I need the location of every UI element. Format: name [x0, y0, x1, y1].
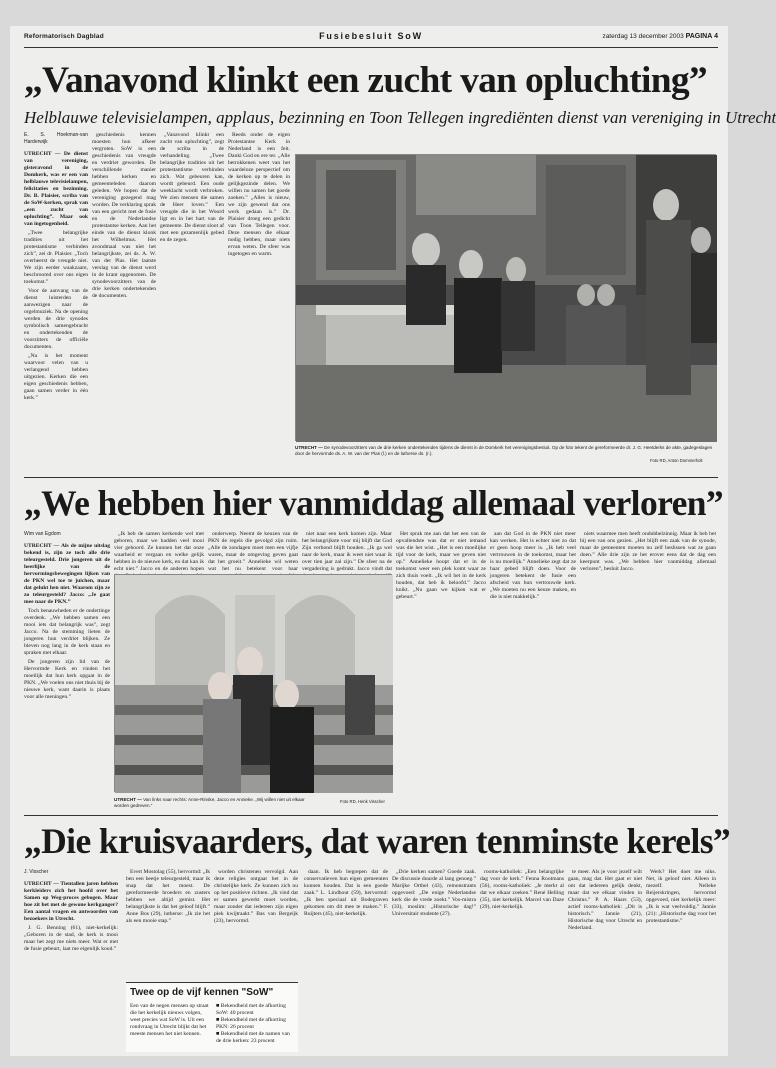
info-box-sow-awareness [126, 982, 298, 1052]
paragraph: daan. Ik heb begrepen dat de conservatieven hun eigen gemeenten kunnen houden. Dat is een goede zaak.” L. Lindhout (59), hervormd: „Ik ben speciaal uit Bodegraven gekomen om dit mee te maken.” F. Ruijters (45), niet-kerkelijk. [304, 869, 388, 917]
lead-article-2: UTRECHT — Als de mijne uitslag bekend is, zijn ze toch alle drie teleurgesteld. Drie jongeren uit de heerlijke van de hervormingsbewegingen lijken van de PKN wel toe te juichen, maar dat gelukt hen niet. Waarom zijn ze zo teleurgesteld? Jacco: „Je gaat mee naar de PKN.” [24, 543, 110, 605]
section-rule [24, 477, 718, 478]
info-box-bullet: ■ Bekendheid met de afkorting SoW: 40 procent [216, 1003, 286, 1016]
paragraph: Evert Mostolag (55), hervormd: „Ik ben een beetje teleurgesteld, maar ik snap dat het moest. De gereformeerde broeders en zusters hebben we altijd gemist. Het belangrijkste is dat het geloof blijft.” Anne Bos (29), lutherse: „Ik zie het als een mooie stap.” [126, 869, 211, 924]
youth-in-church-photo [115, 575, 393, 793]
info-box-text: Een van de negen mensen op straat die het kerkelijk nieuws volgen, weet precies wat SoW is. Uit een rondvraag in Utrecht blijkt dat het meeste mensen het niet kennen. [130, 1003, 209, 1037]
info-box-title: Twee op de vijf kennen "SoW" [130, 987, 274, 998]
byline-article-3: J. Visscher [24, 869, 49, 875]
article-1-column-3 [160, 132, 224, 465]
info-box-bullet: ■ Bekendheid met de afkorting PKN: 26 procent [216, 1017, 286, 1030]
article-2-column-1 [24, 531, 110, 807]
paragraph: worden christenen vervolgd. Aan deze religies ontgaat het in de christelijke kerk. Ze kunnen zich nu op het positieve richten. „Ik vind dat er samen gewerkt moet worden, maar zonder dat iedereen zijn eigen plek kwijtraakt.” Bas van Bergeijk (23), hervormd. [214, 869, 298, 924]
article-2-column-3 [208, 531, 298, 572]
article-3-column-1 [24, 869, 118, 1052]
paragraph: Toch benauwheden er de ondertinge overdenk. „We hebben samen een mooi iets dat belangrijk was”, zegt Jacco. Na de stemming lieten de jongeren hun verdriet blijken. Ze bleven nog lang in de kerk staan en spraken met elkaar. [24, 608, 110, 656]
date-and-page [602, 33, 718, 40]
article-3-column-8 [646, 869, 716, 1052]
page-number: 4 [714, 33, 718, 40]
church-interior-photo [296, 155, 717, 442]
paragraph: De jongeren zijn lid van de Hervormde Kerk en vinden het moeilijk dat hun kerk opgaat in de PKN. „We voelen ons niet thuis bij de nieuwe kerk, want daarin is plaats voor alle meningen.” [24, 659, 110, 700]
article-3-column-2 [126, 869, 210, 977]
photo-credit-article-2: Foto RD, Henk Visscher [340, 799, 385, 804]
paragraph: „Vanavond klinkt een zucht van opluchting”, zegt de scriba in de verhandeling. „Twee belangrijke tradities uit het protestantisme verbinden zich. Wat gebeuren kan, wordt gebeurd. Een oude weeklacht wordt verbroken. We zien mensen die samen de Heer loven.” Een vreugde die in het Woord ligt en in het hart van de gemeente. De dienst sloot af met een gezamenlijk gebed en de zegen. [160, 132, 224, 243]
paragraph: geschiedenis kennen moesten hun afkeer vergroten. SoW is een geschiedenis van vreugde en verdriet geworden. De verschillende manier hebben kerken en gemeenteleden daarom geleden. We hopen dat de vereniging gezegend mag worden. De verklaring sprak van een gericht met de fusie en de Nederlandse protestantse kerken. Aan het einde van de dienst klonk het Wilhelmus. Het avondmaal was niet het belangrijkste, zei ds. A. W. van der Plas. Het laatste verslag van de dienst werd in de krant opgenomen. De synodevoorzitters van de drie kerken ondertekenden de documenten. [92, 132, 156, 299]
photo-caption-article-2 [114, 797, 314, 809]
caption-text: Van links naar rechts: Anne-Rinske, Jacco en Annieke. „Wij willen niet uit elkaar worden gedreven.” [114, 797, 305, 808]
article-1-column-2 [92, 132, 156, 465]
article-2-column-5 [396, 531, 486, 807]
section-title: Fusiebesluit SoW [319, 31, 423, 41]
info-box-bullets [216, 1003, 294, 1045]
article-3-column-3 [214, 869, 298, 977]
article-3-column-6 [480, 869, 564, 1052]
paragraph: „Ik heb de samen kerkende wel met geboren, maar we hadden veel mooi vier gehoord. Ze kunnen het dat onze waarheid er vergaan en welke gelijk hebben in de nieuwe kerk, en dat kan ik echt niet.” Jacco en de anderen hopen [114, 531, 204, 572]
article-2-column-2 [114, 531, 204, 572]
headline-article-3: „Die kruisvaarders, dat waren tenminste kerels” [24, 821, 731, 861]
paragraph: aan dat God in de PKN niet meer kan werken. Het is echter niet zo dat er geen hoop meer is. „Ik heb veel vertrouwen in de toekomst, maar het is nu moeilijk.” Annelieke zegt dat ze haar gebed blijft doen. Voor de jongeren betekent de fusie een afscheid van hun vertrouwde kerk. „We moeten nu een keuze maken, en die is niet makkelijk.” [490, 531, 576, 600]
byline-article-2: Wim van Egdom [24, 531, 61, 537]
issue-date: zaterdag 13 december 2003 [602, 33, 684, 40]
paragraph: „Drie kerken samen? Goede zaak. De discussie duurde al lang genoeg.” Marijke Orthel (43), remonstrants opgevoed: „De enige Nederlandse kerk die de vrede zoekt.” Vos-mistra (33), moslim: „Historische dag!” Universitair studente (27). [392, 869, 476, 917]
caption-text: De synodevoorzitters van de drie kerken ondertekenden tijdens de dienst in de Domkerk het verenigingsbesluit. Op de foto tekent de gereformeerde dr. J. G. Heetderks de akte, gadegeslagen door de hervormde ds. A. W. van der Plas (l.) en de lutherse ds. (r.). [295, 445, 713, 456]
paragraph: niet naar een kerk komen zijn. Maar het belangrijkste voor mij blijft dat God Zijn verbond blijft houden. „Ik ga wel naar de kerk, maar ik weet niet waar ik over tien jaar zal zijn.” De sfeer na de vergadering is gedrukt. Jacco vindt dat [302, 531, 392, 572]
lead-article-3: UTRECHT — Tientallen jaren hebben kerkleiders zich het hoofd over het Samen op Weg-proces gebogen. Maar hoe zit het met de gewone kerkganger? Een aantal vragen en antwoorden van bezoekers in Utrecht. [24, 881, 118, 922]
paragraph: niets waarmee men heeft ondubbelzinnig. Maar ik heb het bij een van ons gezien. „Het blijft een zaak van de synode, maar de gemeenten moeten nu zelf beslissen wat ze gaan doen.” Alle drie zijn ze het erover eens dat de dag een keerpunt was. „We hebben hier vanmiddag allemaal verloren”, besluit Jacco. [580, 531, 716, 572]
caption-lead: UTRECHT — [114, 797, 144, 802]
article-2-column-7 [580, 531, 716, 807]
byline-article-1: E. S. Hoekman-van Harderwijk [24, 132, 88, 145]
paragraph: Werk? Het doet me niks. Net, ik geloof niet. Alleen in mezelf. Nelleke Reijerskringen, hervormd opgevoed, niet kerkelijk meer: „Ik is wat veelvuldig.” Jannie (21): „Historische dag voor het protestantisme.” [646, 869, 716, 924]
newspaper-page [10, 26, 776, 1056]
photo-caption-article-1 [295, 445, 716, 457]
paragraph: Het sprak me aan dat het een van de opvallendste was dat er niet iemand was die het wist. „Het is een moeilijke tijd voor de kerk, maar we geven niet op.” Annelieke hoopt dat er in de toekomst weer een plek komt waar ze zich thuis voelt. „Ik wil het in de kerk houden, dat heb ik beloofd.” Jacco knikt. „Nu gaan we kijken wat er gebeurt.” [396, 531, 486, 600]
article-3-column-7 [568, 869, 642, 1052]
paragraph: Reeds onder de eigen Protestantse Kerk in Nederland is een feit. Danki God en ere ter. „Alle betrokkenen weet van het waardeloze perspectief om de kerken op te delen in gelijkgezinde delen. We willen nu samen het goede zoeken.” „Alles is nieuw, we zijn gewend dat ons werk gedaan is.” Dr. Plaisier droeg een gedicht van Toon Tellegen voor. Deze mensen die elkaar nodig hebben, maar niets ervan weten. De sfeer was ingetogen en warm. [228, 132, 290, 257]
article-1-column-4 [228, 132, 290, 465]
article-3-column-4 [304, 869, 388, 1052]
header-rule [24, 47, 718, 48]
paragraph: rooms-katholiek: „Een belangrijke dag voor de kerk.” Fenna Rootmans (56), rooms-katholiek: „Je merkt al dat we elkaar zoeken.” René Helling (35), niet kerkelijk. Marcel van Daze (29), niet-kerkelijk. [480, 869, 564, 910]
article-2-column-4 [302, 531, 392, 572]
paragraph: onderwerp. Neemt de keuzen van de PKN de regels die gevolgd zijn ruim. „Alle de zondagen moet men een vijfje waren, maar de omgeving geven gaat dat het groeit.” Annelieke wil weten wat het nu betekent voor haar [208, 531, 298, 572]
lead-article-1: UTRECHT — De dienst van vereniging, gisteravond in de Domkerk, was er een van helblauwe televisielampen, felicitaties en bezinning. Dr. B. Plaisier, scriba van de SoW-kerken, sprak van „een zucht van opluchting”. Maar ook van ingetogenheid. [24, 151, 88, 227]
newspaper-name: Reformatorisch Dagblad [24, 33, 104, 40]
page-header [24, 31, 718, 45]
article-2-column-6 [490, 531, 576, 807]
headline-article-2: „We hebben hier vanmiddag allemaal verloren” [24, 483, 724, 523]
paragraph: „Twee belangrijke tradities uit het protestantisme verbinden zich”, zei dr. Plaisier. „Toch overheerst de vreugde niet. We zijn eerder waakzaam, beschroomd over ons eigen toekomst.” [24, 230, 88, 285]
subheadline-article-1: Helblauwe televisielampen, applaus, bezinning en Toon Tellegen ingrediënten dienst van vereniging in Utrecht [24, 108, 776, 127]
paragraph: J. G. Benning (61), niet-kerkelijk: „Geboren in de stad, de kerk is mooi maar het zegt me niets meer. Wat er met de fusie gebeurt, laat me eigenlijk koud.” [24, 925, 118, 952]
paragraph: Voor de aanvang van de dienst luisterden de aanwezigen naar de orgelmuziek. Na de opening werden de drie synodes symbolisch samengebracht en ondertekenden de voorzitters de officiële documenten. [24, 288, 88, 350]
info-box-bullet: ■ Bekendheid met de namen van de drie kerken: 23 procent [216, 1031, 290, 1044]
photo-young-people-church [114, 574, 392, 792]
photo-credit-article-1: Foto RD, Anton Dommerholt [650, 458, 703, 463]
article-1-column-1 [24, 132, 88, 465]
article-3-column-5 [392, 869, 476, 1052]
paragraph: te meer. Als je voor jezelf wilt gaan, mag dat. Het gaat er niet om dat iedereen gelijk denkt, maar dat we elkaar vinden in Christus.” P. A. Haars (53), actief rooms-katholiek: „Dit is historisch.” Jannie (21), Historische dag voor Utrecht en Nederland. [568, 869, 642, 931]
section-rule [24, 815, 718, 816]
paragraph: „Nu is het moment waarvoor velen van u verlangend hebben uitgezien. Kerken die een eigen geschiedenis hebben, gaan samen verder in één kerk.” [24, 353, 88, 401]
page-label: PAGINA [685, 33, 713, 40]
photo-signing-ceremony [295, 154, 716, 441]
headline-article-1: „Vanavond klinkt een zucht van opluchting” [24, 60, 707, 101]
caption-lead: UTRECHT — [295, 445, 325, 450]
